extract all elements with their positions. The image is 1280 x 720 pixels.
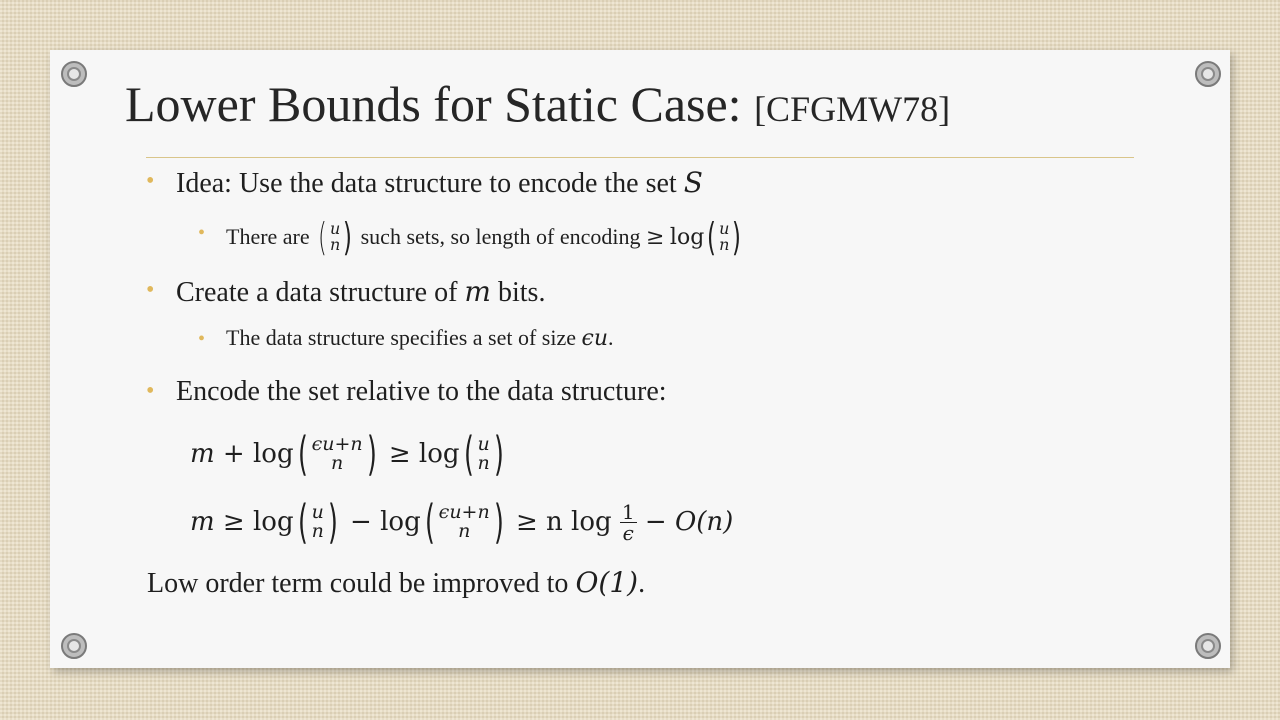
eq2-geq-2: ≥ bbox=[515, 507, 538, 537]
sub-bullet-size bbox=[226, 325, 614, 351]
equation-1: m + log ( ϵu+n n ) ≥ log ( u n ) bbox=[190, 427, 504, 481]
binom-bottom: n bbox=[477, 452, 490, 474]
eq2-minus-2: − bbox=[644, 507, 667, 537]
log-label: log bbox=[669, 224, 705, 250]
sub-bullet-sets-mid: such sets, so length of encoding bbox=[360, 224, 641, 249]
binom-bottom: n bbox=[330, 452, 344, 474]
var-m: m bbox=[464, 275, 491, 308]
bullet-encode: Encode the set relative to the data structure: bbox=[176, 376, 667, 407]
conclusion bbox=[147, 566, 645, 600]
eq1-m: m bbox=[190, 439, 215, 469]
binom-top: u bbox=[329, 219, 341, 238]
eq1-geq: ≥ bbox=[388, 439, 411, 469]
bullet-dot-icon: • bbox=[198, 222, 206, 244]
binom-top: u bbox=[311, 501, 324, 523]
corner-pin-icon bbox=[60, 632, 88, 660]
binom-bottom: n bbox=[719, 235, 730, 254]
title-citation: [CFGMW78] bbox=[754, 89, 951, 129]
equation-2: m ≥ log ( u n ) − log ( ϵu+n n ) ≥ n log $\frac{1}{\epsilon}$ − O(n) bbox=[190, 495, 734, 549]
bullet-create bbox=[176, 275, 545, 309]
eq1-log: log bbox=[252, 439, 294, 469]
fraction-denominator: ϵ bbox=[622, 520, 634, 545]
bullet-create-pre: Create a data structure of bbox=[176, 277, 458, 308]
fraction-one-over-eps bbox=[620, 499, 637, 545]
eq1-plus: + bbox=[222, 439, 245, 469]
bullet-dot-icon: • bbox=[146, 168, 155, 194]
slide-title bbox=[125, 75, 1125, 133]
title-main: Lower Bounds for Static Case: bbox=[125, 76, 742, 132]
bullet-dot-icon: • bbox=[146, 277, 155, 303]
var-s: S bbox=[683, 166, 703, 199]
conclusion-term: O(1) bbox=[575, 566, 639, 599]
binom-bottom: n bbox=[458, 520, 471, 542]
title-divider bbox=[146, 157, 1134, 158]
bullet-idea bbox=[176, 166, 703, 200]
corner-pin-icon bbox=[1194, 60, 1222, 88]
conclusion-period: . bbox=[638, 568, 646, 599]
conclusion-text: Low order term could be improved to bbox=[147, 568, 569, 599]
eq2-big-o: O(n) bbox=[674, 507, 734, 537]
eq2-minus: − bbox=[350, 507, 372, 537]
eq2-n-log: n log bbox=[546, 507, 612, 537]
sub-bullet-size-period: . bbox=[608, 325, 614, 350]
binom-top: u bbox=[477, 433, 490, 455]
corner-pin-icon bbox=[1194, 632, 1222, 660]
geq-symbol: ≥ bbox=[645, 224, 665, 250]
var-eps-u: ϵu bbox=[581, 326, 609, 351]
sub-bullet-sets-pre: There are bbox=[226, 224, 310, 249]
eq2-geq: ≥ bbox=[222, 507, 245, 537]
binom-top: ϵu+n bbox=[311, 433, 363, 455]
sub-bullet-size-text: The data structure specifies a set of size bbox=[226, 325, 577, 350]
eq1-log-rhs: log bbox=[418, 439, 460, 469]
sub-bullet-sets: There are ( u n ) such sets, so length of encoding ≥ log ( u n ) bbox=[226, 215, 742, 259]
eq2-log: log bbox=[252, 507, 294, 537]
bullet-create-post: bits. bbox=[497, 277, 546, 308]
bullet-dot-icon: • bbox=[146, 378, 155, 404]
corner-pin-icon bbox=[60, 60, 88, 88]
bullet-dot-icon: • bbox=[198, 328, 206, 350]
bullet-idea-text: Idea: Use the data structure to encode the set bbox=[176, 168, 677, 199]
eq2-log-2: log bbox=[380, 507, 421, 537]
fraction-numerator: 1 bbox=[621, 499, 635, 524]
binom-top: ϵu+n bbox=[438, 501, 490, 523]
binom-top: u bbox=[719, 219, 730, 238]
binom-bottom: n bbox=[311, 520, 324, 542]
eq2-m: m bbox=[190, 507, 215, 537]
binom-bottom: n bbox=[329, 235, 341, 254]
